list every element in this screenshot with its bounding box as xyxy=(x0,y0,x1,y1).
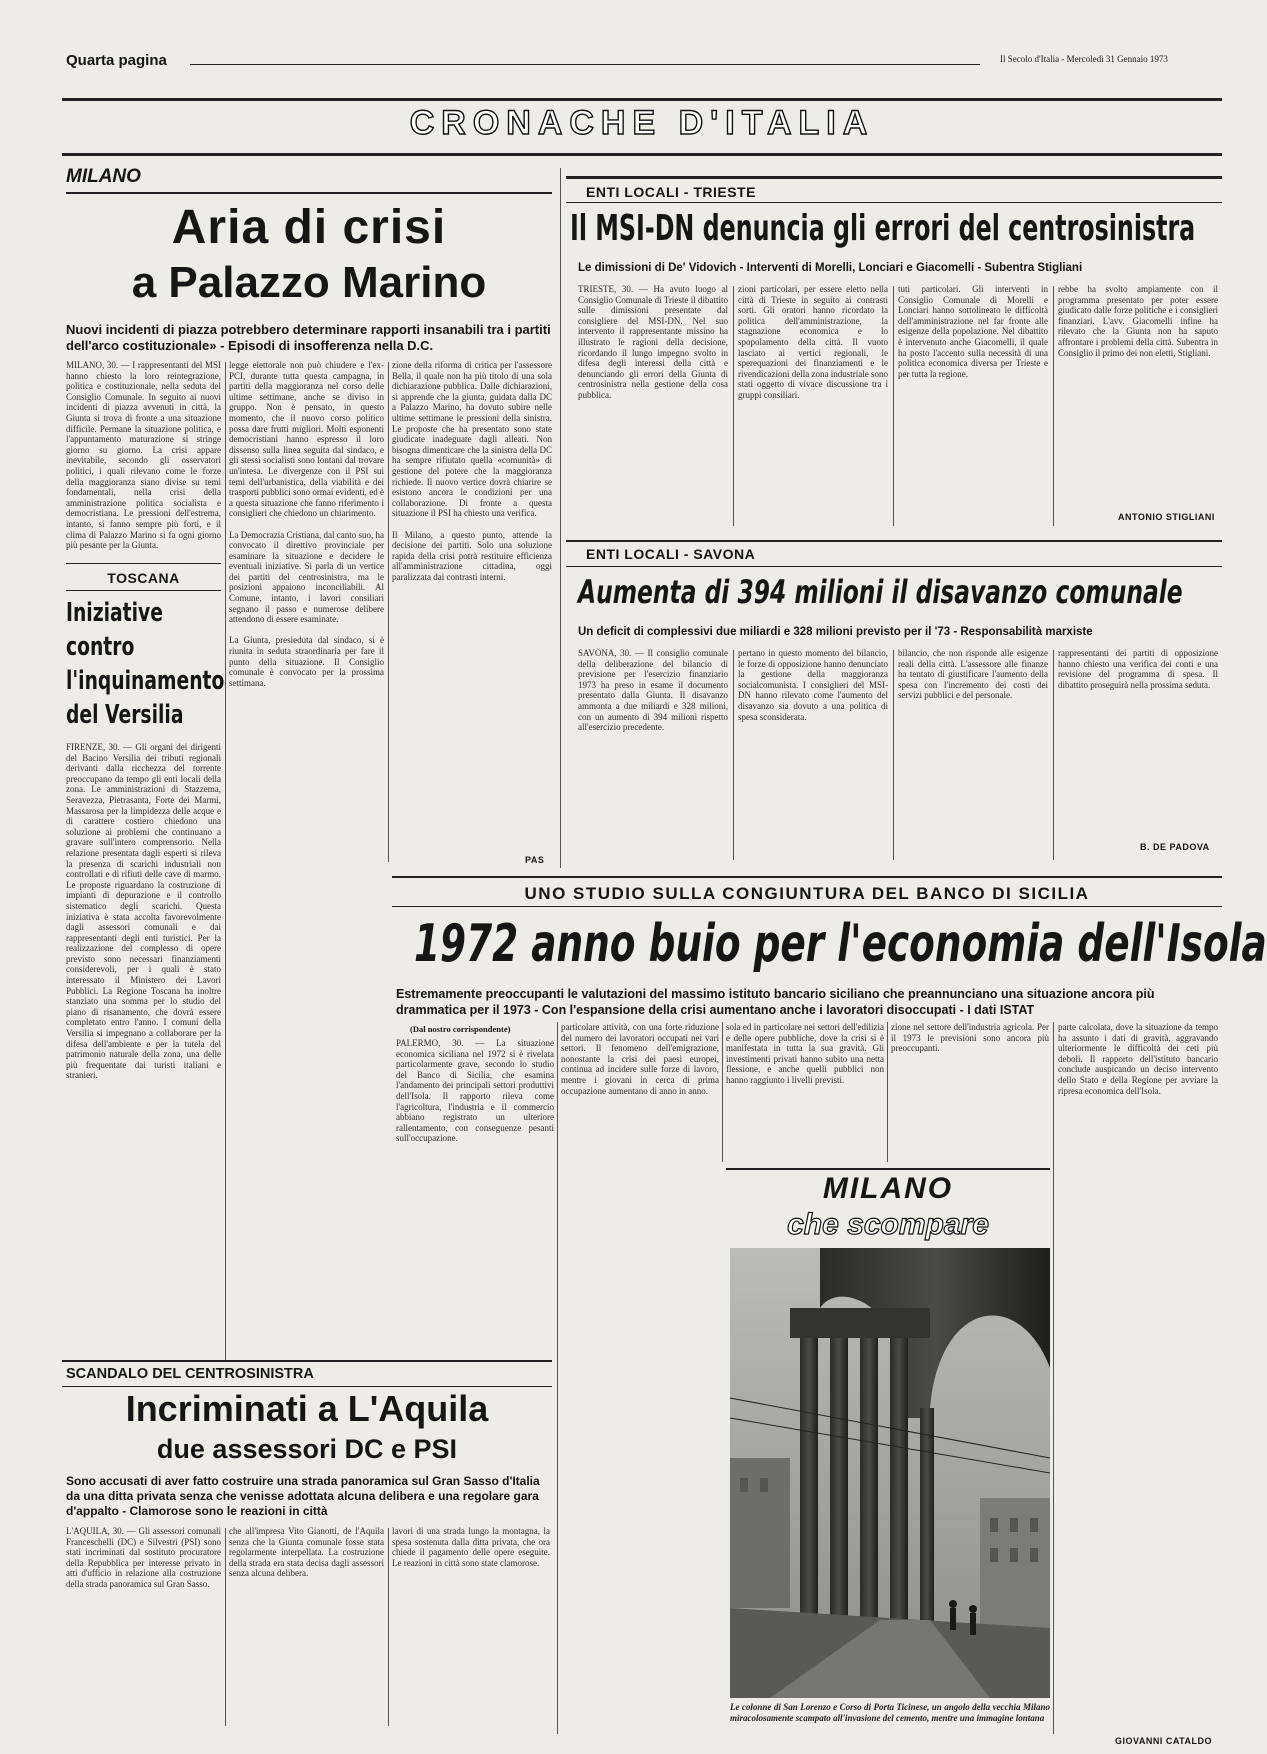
banner-bottom-rule xyxy=(62,153,1222,156)
milano-col-divider-2 xyxy=(388,362,389,862)
toscana-section-label: TOSCANA xyxy=(107,570,180,586)
aquila-divider-2 xyxy=(388,1528,389,1726)
sicilia-divider-2 xyxy=(722,1022,723,1162)
trieste-box-top xyxy=(566,176,1222,179)
trieste-section-rule xyxy=(566,202,1222,203)
savona-col-2: pertano in questo momento del bilancio, le forze di opposizione hanno denunciato la gestione della maggioranza socialcomunista. I consiglieri del MSI-DN hanno rilevato come l'aumento del disavanzo sia dovuto a una politica di spesa sconsiderata. xyxy=(738,648,891,722)
trieste-deck: Le dimissioni di De' Vidovich - Interventi di Morelli, Lonciari e Giacomelli - Subentra Stigliani xyxy=(578,262,1083,274)
milano-headline-2: a Palazzo Marino xyxy=(131,258,487,307)
savona-box-top xyxy=(566,540,1222,542)
trieste-col-1: TRIESTE, 30. — Ha avuto luogo al Consiglio Comunale di Trieste il dibattito sulle dimissioni presentate dal consigliere del MSI-DN. Nel suo intervento il rappresentante missino ha illustrato le ragioni della decisione, ricordando il lungo impegno svolto in difesa degli interessi della città e denunciando gli errori della Giunta di centrosinistra nella gestione della cosa pubblica. xyxy=(578,284,731,400)
sicilia-col-1: PALERMO, 30. — La situazione economica siciliana nel 1972 si è rivelata particolarmente grave, secondo lo studio del Banco di Sicilia, che esamina l'andamento dei principali settori produttivi dell'Isola. Il rapporto rileva come l'agricoltura, l'industria e il commercio abbiano registrato un ulteriore rallentamento, con conseguenze pesanti sull'occupazione. xyxy=(396,1038,557,1144)
banner-title: CRONACHE D'ITALIA xyxy=(409,104,875,142)
toscana-headline: Iniziative contro l'inquinamento del Versilia xyxy=(66,598,225,730)
trieste-signature: ANTONIO STIGLIANI xyxy=(1118,512,1215,522)
savona-divider-2 xyxy=(893,650,894,860)
trieste-divider-2 xyxy=(893,286,894,526)
photo-headline-1: MILANO xyxy=(822,1172,954,1205)
colonne-san-lorenzo-image xyxy=(730,1248,1050,1698)
savona-col-1: SAVONA, 30. — Il consiglio comunale della deliberazione del bilancio di previsione per l'esercizio finanziario 1973 ha preso in esame il documento presentato dalla Giunta. Il disavanzo ammonta a due miliardi e 328 milioni, con un aumento di 394 milioni rispetto all'esercizio precedente. xyxy=(578,648,731,733)
sicilia-headline: 1972 anno buio per l'economia dell'Isola xyxy=(414,914,1267,974)
publication-name: Il Secolo d'Italia xyxy=(1000,54,1060,64)
sicilia-kicker: UNO STUDIO SULLA CONGIUNTURA DEL BANCO DI SICILIA xyxy=(524,884,1090,903)
sicilia-kicker-rule xyxy=(392,906,1222,907)
sicilia-divider-4 xyxy=(1053,1022,1054,1734)
sicilia-col-2: particolare attività, con una forte riduzione del numero dei lavoratori occupati nei vari settori. Il fenomeno dell'emigrazione, nonostante la crisi dei paesi europei, continua ad incidere sulle forze di lavoro, mentre i giovani in cerca di prima occupazione aumentano di anno in anno. xyxy=(561,1022,722,1096)
milano-col-divider-1 xyxy=(225,362,226,1362)
trieste-section-label: ENTI LOCALI - TRIESTE xyxy=(586,184,756,200)
photo-headline-2: che scompare xyxy=(787,1208,989,1241)
milano-col-3: zione della riforma di critica per l'assessore Bella, il quale non ha più titolo di una sola dichiarazione pubblica. Dalle dichiarazioni, si apprende che la giunta, guidata dalla DC a Palazzo Marino, ha dovuto subire nelle ultime settimane le pressioni della sinistra. Le proposte che ha presentato sono state giudicate inadeguate dagli alleati. Non bisogna dimenticare che la sinistra della DC ha sempre rifiutato quella «comunità» di gestione del potere che la maggioranza richiede. Il nuovo vertice dovrà chiarire se esistono ancora le condizioni per una collaborazione. Di fronte a questa situazione il PSI ha chiesto una verifica. Il Milano, a questo punto, attende la decisione dei partiti. Solo una soluzione rapida della crisi potrà restituire efficienza all'amministrazione cittadina, oggi paralizzata dai contrasti interni. xyxy=(392,360,552,582)
sicilia-signature: GIOVANNI CATALDO xyxy=(1115,1736,1212,1746)
sicilia-dateline: (Dal nostro corrispondente) xyxy=(410,1024,511,1034)
page-label: Quarta pagina xyxy=(66,52,167,69)
milano-section-rule xyxy=(66,192,552,194)
photo-caption: Le colonne di San Lorenzo e Corso di Porta Ticinese, un angolo della vecchia Milano miracolosamente scampato all'invasione del cemento, mentre una immagine lontana xyxy=(730,1702,1053,1723)
trieste-col-4: rebbe ha svolto ampiamente con il programma presentato per poter essere giudicato dalle forze politiche e i consiglieri finanziari. L'avv. Giacomelli infine ha rilevato che la Giunta non ha saputo affrontare i problemi della città. Subentra in Consiglio il primo dei non eletti, Stigliani. xyxy=(1058,284,1221,358)
sicilia-divider-1 xyxy=(557,1022,558,1734)
savona-divider-3 xyxy=(1053,650,1054,860)
toscana-top-rule xyxy=(66,563,221,564)
aquila-headline-2: due assessori DC e PSI xyxy=(156,1434,458,1464)
trieste-divider-1 xyxy=(733,286,734,526)
page-divider-left xyxy=(560,168,561,868)
aquila-divider-1 xyxy=(225,1528,226,1726)
san-lorenzo-photo xyxy=(730,1248,1050,1698)
trieste-col-2: zioni particolari, per essere eletto nella città di Trieste in seguito ai contrasti sorti. Gli oratori hanno ricordato la politica dell'amministrazione, la stagnazione economica e lo spopolamento della città. Il vuoto lasciato ai vertici regionali, le sperequazioni dei finanziamenti e le rivendicazioni della zona industriale sono stati oggetto di vivace discussione tra i gruppi consiliari. xyxy=(738,284,891,400)
milano-deck: Nuovi incidenti di piazza potrebbero determinare rapporti insanabili tra i partiti dell'arco costituzionale» - Episodi di insofferenza nella D.C. xyxy=(66,322,551,353)
aquila-deck: Sono accusati di aver fatto costruire una strada panoramica sul Gran Sasso d'Italia da una ditta privata senza che venisse adottata alcuna delibera e una regolare gara d'appalto - Clamorose sono le reazioni in città xyxy=(66,1474,540,1518)
aquila-section-label: SCANDALO DEL CENTROSINISTRA xyxy=(66,1366,314,1382)
savona-section-label: ENTI LOCALI - SAVONA xyxy=(586,546,756,562)
aquila-col-3: lavori di una strada lungo la montagna, la spesa sostenuta dalla ditta privata, che ora chiede il pagamento delle opere eseguite. Le reazioni in città sono state clamorose. xyxy=(392,1526,553,1568)
sicilia-top-rule xyxy=(392,876,1222,878)
photo-box-top xyxy=(726,1168,1050,1170)
sicilia-col-5: parte calcolata, dove la situazione da tempo ha assunto i dati di gravità, aggravando ulteriormente le difficoltà dei ceti più deboli. Il rapporto dell'istituto bancario conclude auspicando un deciso intervento dello Stato e della Regione per avviare la ripresa economica dell'Isola. xyxy=(1058,1022,1221,1096)
savona-signature: B. DE PADOVA xyxy=(1140,842,1210,852)
milano-col-2: legge elettorale non può chiudere e l'ex-PCI, durante tutta questa campagna, in partiti della maggioranza nel corso delle ultime settimane, anche se diviso in gruppo. Non è pensato, in questo momento, che il nuovo corso politico possa dare frutti migliori. Molti esponenti democristiani hanno espresso il loro dissenso sulla linea seguita dal sindaco, e gli stessi socialisti sono lontani dal trovare un'intesa. Le divergenze con il PSI sui temi dell'urbanistica, della viabilità e dei trasporti pubblici sono ormai evidenti, ed è a questa situazione che fanno riferimento i consiglieri che chiedono un chiarimento. La Democrazia Cristiana, dal canto suo, ha convocato il direttivo provinciale per esaminare la situazione e decidere le eventuali iniziative. Si parla di un vertice dei partiti del centrosinistra, ma le posizioni appaiono inconciliabili. Al Comune, intanto, i lavori consiliari segnano il passo e numerose delibere attendono di essere esaminate. La Giunta, presieduta dal sindaco, si è riunita in seduta straordinaria per fare il punto della situazione. Il Consiglio comunale è convocato per la prossima settimana. xyxy=(229,360,384,688)
trieste-divider-3 xyxy=(1053,286,1054,526)
aquila-col-1: L'AQUILA, 30. — Gli assessori comunali Franceschelli (DC) e Silvestri (PSI) sono stati incriminati dal sostituto procuratore della Repubblica per interesse privato in atti d'ufficio in relazione alla costruzione della strada panoramica sul Gran Sasso. xyxy=(66,1526,224,1589)
publication-date: Mercoledì 31 Gennaio 1973 xyxy=(1066,54,1168,64)
sicilia-col-4: zione nel settore dell'industria agricola. Per il 1973 le previsioni sono ancora più preoccupanti. xyxy=(891,1022,1052,1054)
savona-headline: Aumenta di 394 milioni il disavanzo comunale xyxy=(578,573,1183,611)
sicilia-deck: Estremamente preoccupanti le valutazioni del massimo istituto bancario siciliano che preannunciano una situazione ancora più drammatica per il 1973 - Con l'espansione della crisi aumentano anche i lavoratori disoccupati - I dati ISTAT xyxy=(396,987,1155,1017)
toscana-body: FIRENZE, 30. — Gli organi dei dirigenti del Bacino Versilia dei tributi regionali derivanti dalla ricchezza del torrente preoccupano da tempo gli enti locali della zona. Le amministrazioni di Stazzema, Seravezza, Pietrasanta, Forte dei Marmi, Massarosa per la limpidezza delle acque e di carattere costiero chiedono una soluzione ai problemi che continuano a gravare sull'intero comprensorio. Nella relazione presentata dagli esperti si rileva la presenza di scarichi industriali non controllati e di rifiuti delle cave di marmo. Le proposte riguardano la costruzione di impianti di depurazione e il controllo sistematico degli scarichi. Questa iniziativa è stata accolta favorevolmente dagli assessori comunali e dai rappresentanti degli enti turistici. Per la realizzazione del complesso di opere previsto sono necessari finanziamenti considerevoli, per i quali è stato interessato il Ministero dei Lavori Pubblici. La Regione Toscana ha inoltre stanziato una somma per lo studio del piano di risanamento, che dovrà essere completato entro l'anno. I comuni della Versilia si impegnano a collaborare per la difesa dell'ambiente e per la tutela del patrimonio naturale della zona, una delle più frequentate dai turisti italiani e stranieri. xyxy=(66,742,224,1081)
toscana-section-rule xyxy=(66,590,221,591)
masthead-publication: Il Secolo d'Italia - Mercoledì 31 Gennaio 1973 xyxy=(1000,54,1168,64)
savona-deck: Un deficit di complessivi due miliardi e 328 milioni previsto per il '73 - Responsabilità marxiste xyxy=(578,626,1093,638)
savona-divider-1 xyxy=(733,650,734,860)
milano-headline-1: Aria di crisi xyxy=(171,201,447,254)
aquila-headline-1: Incriminati a L'Aquila xyxy=(125,1388,489,1429)
savona-col-4: rappresentanti dei partiti di opposizione hanno chiesto una verifica dei conti e una revisione del programma di spesa. Il dibattito proseguirà nella prossima seduta. xyxy=(1058,648,1221,690)
aquila-col-2: che all'impresa Vito Gianotti, de l'Aquila senza che la Giunta comunale fosse stata regolarmente interpellata. La costruzione della strada era stata decisa dagli assessori senza alcuna delibera. xyxy=(229,1526,387,1579)
savona-section-rule xyxy=(566,566,1222,567)
masthead-rule xyxy=(190,64,980,65)
savona-col-3: bilancio, che non risponde alle esigenze reali della città. L'assessore alle finanze ha tentato di giustificare l'aumento della spesa con l'incremento dei costi dei servizi pubblici e del personale. xyxy=(898,648,1051,701)
milano-col-1: MILANO, 30. — I rappresentanti del MSI hanno chiesto la loro reintegrazione, politica e costituzionale, nella seduta del Consiglio Comunale. In seguito ai nuovi incidenti di piazza avvenuti in città, la Giunta si trova di fronte a una situazione difficile. Permane la situazione politica, e l'appuntamento maturazione si stringe giorno su giorno. La crisi appare inevitabile, secondo gli osservatori politici, i quali rilevano come le forze della maggioranza siano divise su temi fondamentali, nella crisi della amministrazione politica socialista e democristiana. Le pressioni dell'estrema, intanto, si fanno sempre più forti, e il clima di Palazzo Marino si fa ogni giorno più pesante per la Giunta. xyxy=(66,360,224,551)
aquila-section-rule xyxy=(62,1386,552,1387)
milano-section-label: MILANO xyxy=(66,166,141,187)
sicilia-divider-3 xyxy=(887,1022,888,1162)
trieste-col-3: tuti particolari. Gli interventi in Consiglio Comunale di Morelli e Lonciari hanno sottolineato le difficoltà dell'amministrazione nel far fronte alle esigenze della popolazione. Nel dibattito è intervenuto anche Giacomelli, il quale ha posto l'accento sulla necessità di una politica economica diversa per Trieste e per tutta la regione. xyxy=(898,284,1051,379)
aquila-top-rule xyxy=(62,1360,552,1362)
milano-signature: PAS xyxy=(525,855,545,865)
trieste-headline: Il MSI-DN denuncia gli errori del centrosinistra xyxy=(570,208,1196,249)
sicilia-col-3: sola ed in particolare nei settori dell'edilizia e delle opere pubbliche, dove la crisi si è manifestata in tutta la sua gravità. Gli investimenti privati hanno subito una netta flessione, e anche quelli pubblici non hanno raggiunto i livelli previsti. xyxy=(726,1022,887,1085)
banner-top-rule xyxy=(62,98,1222,101)
